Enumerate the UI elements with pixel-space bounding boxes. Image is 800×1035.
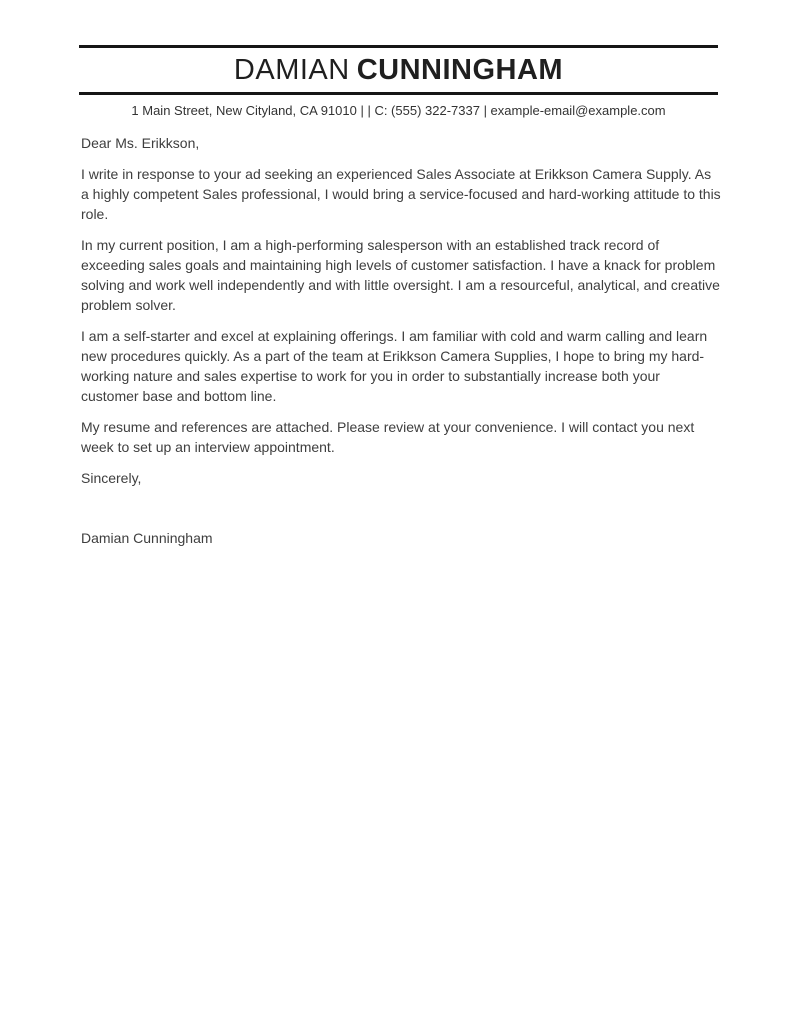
letterhead [79, 0, 718, 119]
closing: Sincerely, [81, 470, 142, 486]
letter-paragraph: In my current position, I am a high-performing salesperson with an established track record of exceeding sales goals and maintaining high levels of customer satisfaction. I have a knack for problem solving and work well independently and with little oversight. I am a resourceful, analytical, and creative problem solver. [81, 237, 720, 313]
last-name: CUNNINGHAM [356, 54, 564, 86]
salutation: Dear Ms. Erikkson, [81, 135, 200, 151]
letter-paragraph: My resume and references are attached. Please review at your convenience. I will contact you next week to set up an interview appointment. [81, 419, 695, 455]
contact-line: 1 Main Street, New Cityland, CA 91010 | | C: (555) 322-7337 | example-email@example.com [131, 103, 666, 118]
signature-name: Damian Cunningham [81, 530, 213, 546]
bottom-rule [79, 92, 718, 95]
letter-body [81, 133, 721, 548]
first-name: DAMIAN [233, 54, 350, 86]
letter-paragraph: I am a self-starter and excel at explaining offerings. I am familiar with cold and warm calling and learn new procedures quickly. As a part of the team at Erikkson Camera Supplies, I hope to bring my hard-working nature and sales expertise to work for you in order to substantially increase both your customer base and bottom line. [81, 328, 708, 404]
name-heading [79, 48, 718, 92]
letter-paragraph: I write in response to your ad seeking an experienced Sales Associate at Erikkson Camera Supply. As a highly competent Sales professional, I would bring a service-focused and hard-working attitude to this role. [81, 166, 721, 222]
